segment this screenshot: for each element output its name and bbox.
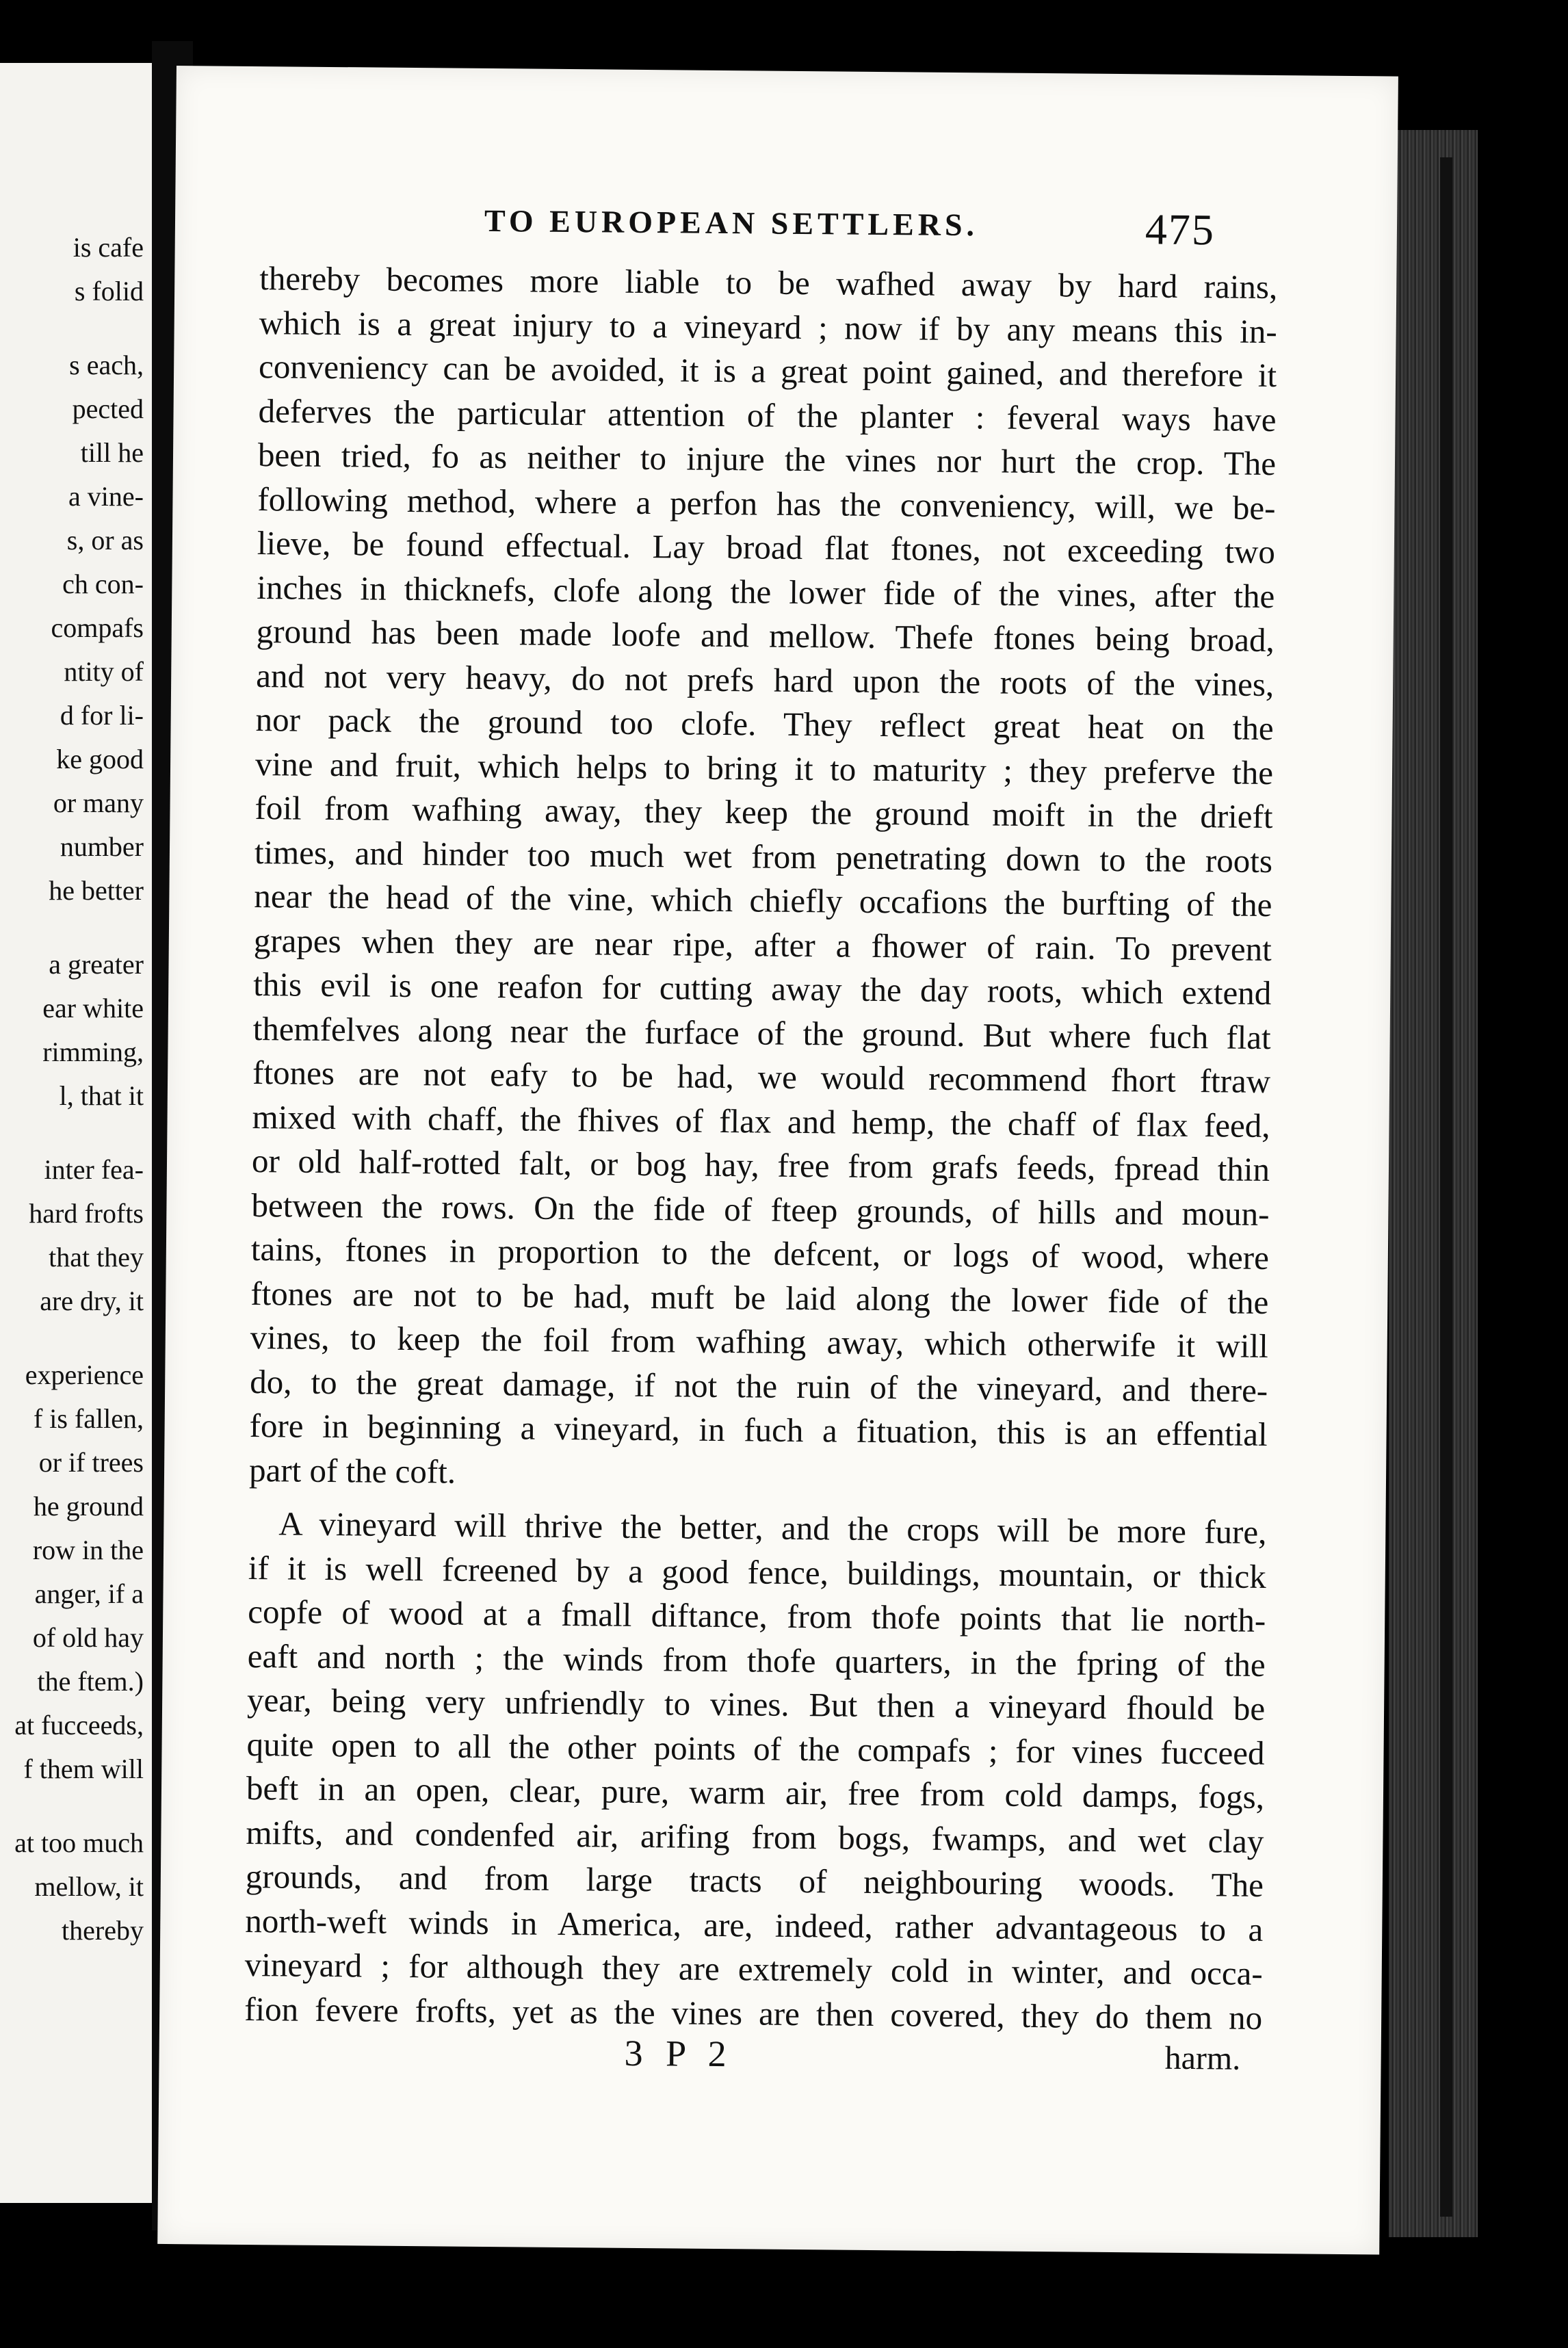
- left-text-line: at fucceeds,: [14, 1710, 144, 1740]
- text-line: been tried, fo as neither to injure the vines nor hurt the crop. The: [257, 436, 1277, 483]
- left-text-line: thereby: [62, 1915, 144, 1946]
- left-text-line: s folid: [74, 276, 144, 306]
- text-line: eaft and north ; the winds from thofe quarters, in the fpring of the: [247, 1636, 1266, 1684]
- text-line: between the rows. On the fide of fteep grounds, of hills and moun-: [251, 1186, 1270, 1233]
- left-text-line: or if trees: [38, 1447, 144, 1478]
- text-line: which is a great injury to a vineyard ; now if by any means this in-: [259, 303, 1277, 350]
- text-line: quite open to all the other points of the compafs ; for vines fucceed: [246, 1725, 1265, 1772]
- text-line: vine and fruit, which helps to bring it to maturity ; they preferve the: [254, 744, 1274, 792]
- left-text-line: the ftem.): [37, 1666, 144, 1697]
- left-text-line: l, that it: [59, 1080, 144, 1111]
- left-text-line: that they: [49, 1242, 144, 1273]
- left-text-line: compafs: [51, 612, 144, 643]
- text-line: deferves the particular attention of the planter : feveral ways have: [258, 391, 1277, 439]
- left-text-line: f them will: [23, 1753, 144, 1784]
- text-line: times, and hinder too much wet from penetrating down to the roots: [254, 833, 1273, 880]
- text-line: grapes when they are near ripe, after a fhower of rain. To prevent: [253, 921, 1272, 968]
- left-text-line: number: [60, 831, 144, 862]
- left-text-line: inter fea-: [44, 1154, 144, 1185]
- left-text-line: experience: [25, 1359, 144, 1390]
- text-line: beft in an open, clear, pure, warm air, free from cold damps, fogs,: [246, 1769, 1265, 1816]
- text-line: part of the coft.: [248, 1450, 456, 1491]
- text-line: A vineyard will thrive the better, and the crops will be more fure,: [278, 1504, 1267, 1551]
- text-line: nor pack the ground too clofe. They reflect great heat on the: [255, 701, 1274, 748]
- signature-mark: 3 P 2: [624, 2032, 733, 2075]
- text-line: and not very heavy, do not prefs hard upon the roots of the vines,: [255, 656, 1275, 703]
- left-text-line: ke good: [56, 744, 144, 774]
- text-line: year, being very unfriendly to vines. But then a vineyard fhould be: [246, 1680, 1266, 1727]
- left-text-line: till he: [80, 437, 144, 468]
- main-page: [157, 66, 1398, 2254]
- text-line: if it is well fcreened by a good fence, buildings, mountain, or thick: [248, 1548, 1267, 1595]
- page-number: 475: [1145, 205, 1216, 255]
- text-line: thereby becomes more liable to be wafhed away by hard rains,: [259, 259, 1278, 306]
- page-edge-shadow: [1440, 157, 1452, 2217]
- text-line: following method, where a perfon has the conveniency, will, we be-: [257, 480, 1276, 527]
- text-line: north-weft winds in America, are, indeed, rather advantageous to a: [245, 1901, 1264, 1948]
- text-line: themfelves along near the furface of the ground. But where fuch flat: [252, 1009, 1271, 1056]
- left-text-line: or many: [53, 787, 144, 818]
- left-text-line: ch con-: [62, 569, 144, 599]
- left-text-line: f is fallen,: [33, 1403, 144, 1434]
- left-text-line: ear white: [42, 993, 144, 1023]
- page-edges: [1389, 130, 1478, 2237]
- left-text-line: anger, if a: [34, 1578, 144, 1609]
- left-text-line: are dry, it: [40, 1286, 144, 1316]
- page-footer: [159, 2028, 1381, 2093]
- left-text-line: ntity of: [64, 656, 144, 687]
- left-text-line: s, or as: [66, 525, 144, 556]
- left-text-line: is cafe: [73, 232, 144, 263]
- left-text-line: hard frofts: [29, 1198, 144, 1229]
- left-text-line: he ground: [33, 1491, 144, 1522]
- text-line: ground has been made loofe and mellow. Thefe ftones being broad,: [256, 612, 1275, 660]
- left-text-line: he better: [49, 875, 144, 906]
- text-line: tains, ftones in proportion to the defcent, or logs of wood, where: [250, 1230, 1270, 1277]
- left-text-line: d for li-: [60, 700, 144, 731]
- text-line: inches in thicknefs, clofe along the lower fide of the vines, after the: [257, 568, 1275, 615]
- left-facing-page: [0, 63, 155, 2203]
- text-line: lieve, be found effectual. Lay broad flat ftones, not exceeding two: [257, 524, 1276, 571]
- text-line: grounds, and from large tracts of neighbouring woods. The: [245, 1857, 1264, 1904]
- text-line: near the head of the vine, which chiefly occafions the burfting of the: [254, 877, 1272, 924]
- left-text-line: of old hay: [32, 1622, 144, 1653]
- text-line: fore in beginning a vineyard, in fuch a fituation, this is an effential: [249, 1407, 1268, 1453]
- text-line: mixed with chaff, the fhives of flax and hemp, the chaff of flax feed,: [252, 1097, 1270, 1145]
- left-text-line: rimming,: [42, 1036, 144, 1067]
- text-line: foil from wafhing away, they keep the ground moift in the drieft: [254, 789, 1273, 836]
- text-line: this evil is one reafon for cutting away the day roots, which extend: [253, 965, 1272, 1013]
- body-text: [244, 257, 1278, 2040]
- text-line: copfe of wood at a fmall diftance, from thofe points that lie north-: [248, 1592, 1266, 1639]
- left-text-line: pected: [72, 393, 144, 424]
- text-line: do, to the great damage, if not the ruin of the vineyard, and there-: [249, 1362, 1268, 1409]
- left-text-line: row in the: [32, 1535, 144, 1565]
- catchword: harm.: [1164, 2039, 1241, 2077]
- left-text-line: a vine-: [68, 481, 144, 512]
- left-text-line: a greater: [49, 949, 144, 980]
- text-line: vineyard ; for although they are extremely cold in winter, and occa-: [244, 1945, 1263, 1992]
- left-text-line: mellow, it: [34, 1871, 144, 1902]
- page-header: [175, 200, 1398, 265]
- text-line: ftones are not to be had, muft be laid along the lower fide of the: [250, 1274, 1269, 1321]
- left-text-line: at too much: [14, 1827, 144, 1858]
- text-line: conveniency can be avoided, it is a great point gained, and therefore it: [258, 348, 1277, 395]
- text-line: or old half-rotted falt, or bog hay, free from grafs feeds, fpread thin: [251, 1142, 1270, 1189]
- text-line: fion fevere frofts, yet as the vines are then covered, they do them no: [244, 1990, 1263, 2037]
- text-line: vines, to keep the foil from wafhing away, which otherwife it will: [250, 1318, 1268, 1365]
- text-line: ftones are not eafy to be had, we would recommend fhort ftraw: [252, 1054, 1271, 1101]
- left-text-line: s each,: [69, 350, 144, 380]
- text-line: mifts, and condenfed air, arifing from bogs, fwamps, and wet clay: [246, 1813, 1264, 1860]
- running-head: TO EUROPEAN SETTLERS.: [484, 203, 979, 243]
